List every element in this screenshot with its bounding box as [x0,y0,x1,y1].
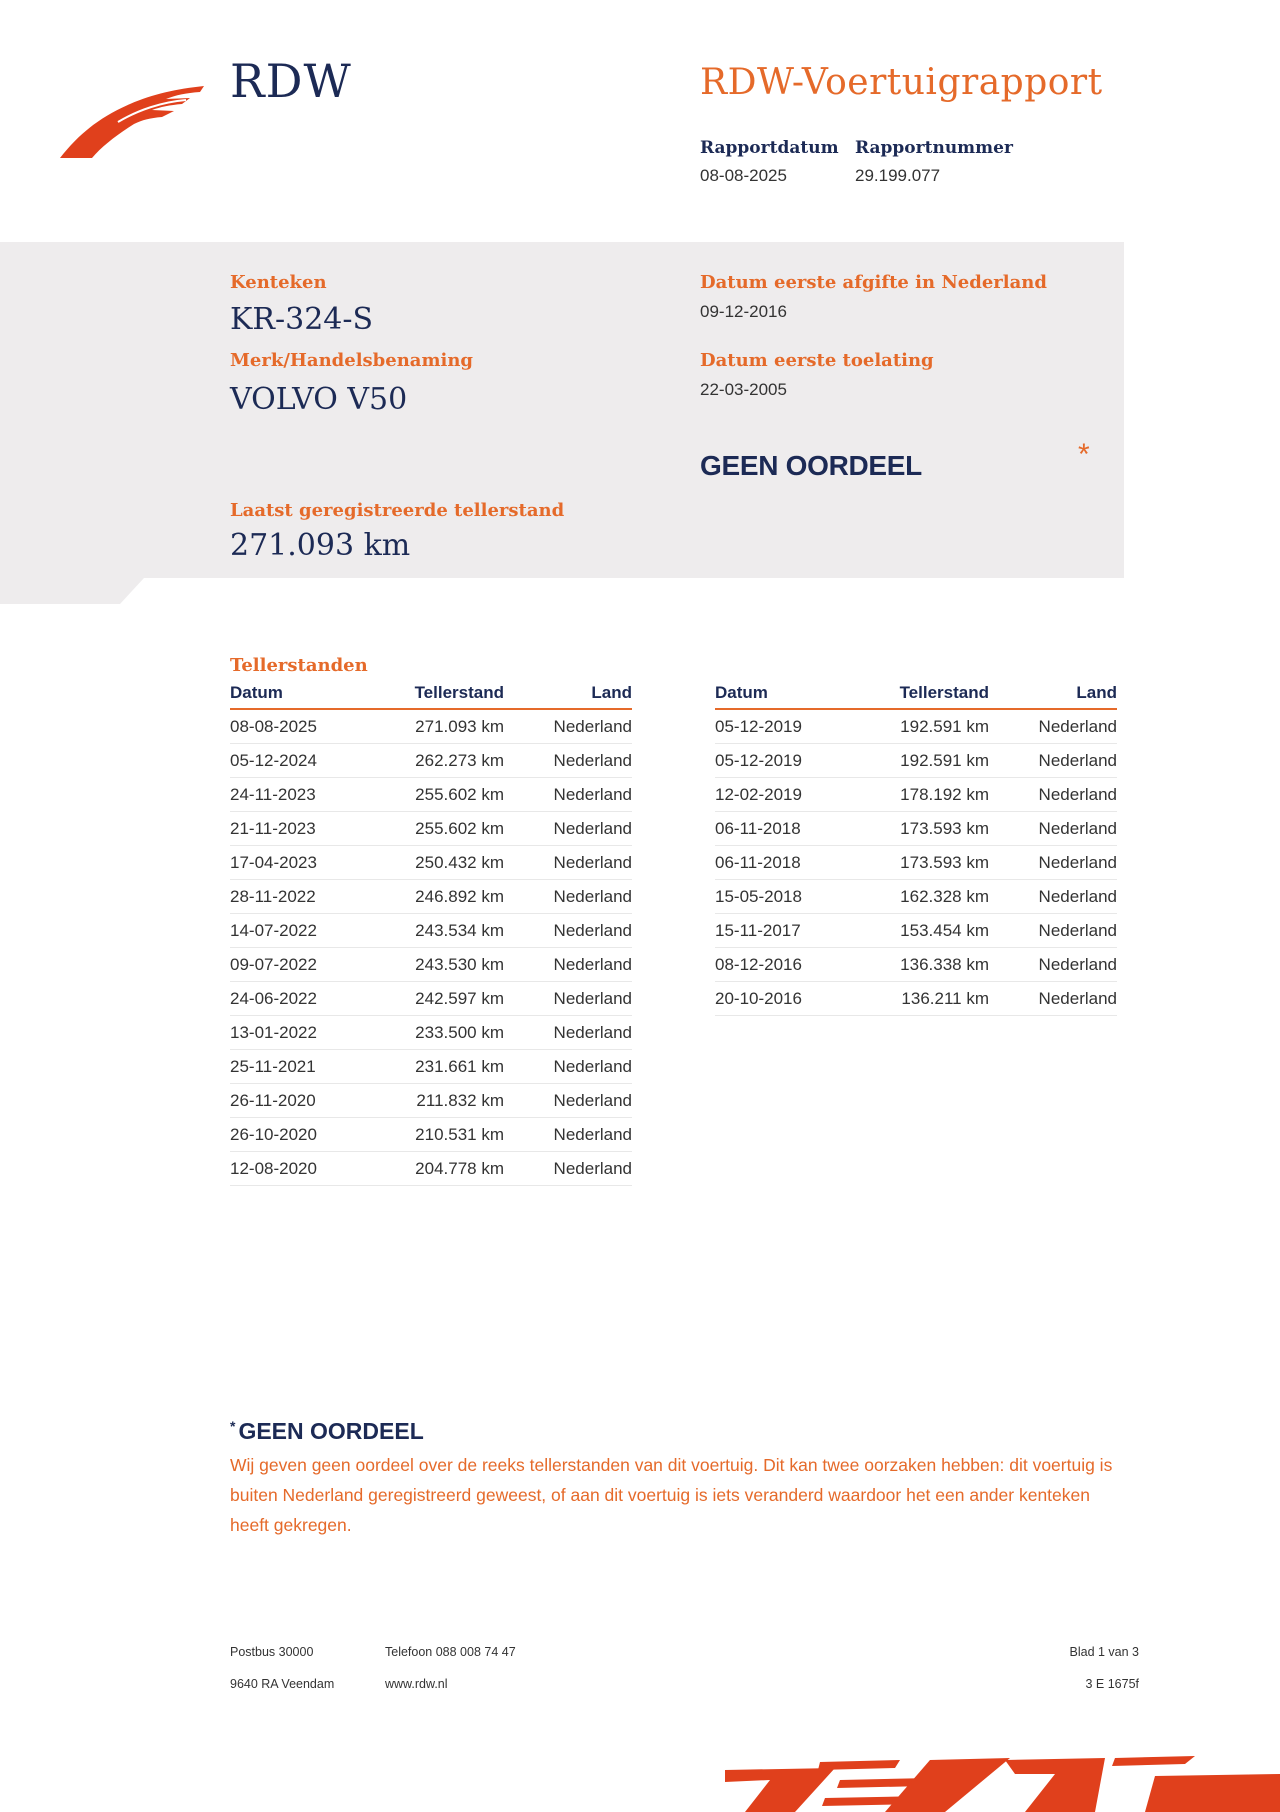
cell-odometer: 262.273 km [380,744,504,778]
cell-country: Nederland [504,1016,632,1050]
cell-odometer: 173.593 km [865,812,989,846]
table-row [715,778,1117,812]
cell-date: 15-05-2018 [715,880,865,914]
first-nl-label: Datum eerste afgifte in Nederland [700,272,1047,293]
table-row [230,1152,632,1186]
report-number-label: Rapportnummer [855,138,1013,158]
cell-date: 06-11-2018 [715,812,865,846]
cell-odometer: 255.602 km [380,778,504,812]
vehicle-panel-background [0,242,1124,604]
cell-country: Nederland [504,914,632,948]
cell-date: 20-10-2016 [715,982,865,1016]
table-header-row [715,682,1117,709]
cell-country: Nederland [504,1152,632,1186]
cell-odometer: 192.591 km [865,744,989,778]
cell-odometer: 243.534 km [380,914,504,948]
cell-country: Nederland [989,948,1117,982]
cell-country: Nederland [504,709,632,744]
footer-city: 9640 RA Veendam [230,1677,335,1691]
cell-date: 15-11-2017 [715,914,865,948]
first-admission-label: Datum eerste toelating [700,350,934,371]
note-title [230,1418,424,1445]
cell-country: Nederland [504,880,632,914]
table-row [230,1118,632,1152]
cell-odometer: 271.093 km [380,709,504,744]
last-odometer-label: Laatst geregistreerde tellerstand [230,500,565,521]
cell-country: Nederland [989,812,1117,846]
cell-country: Nederland [504,1084,632,1118]
first-nl-value: 09-12-2016 [700,302,787,321]
cell-odometer: 192.591 km [865,709,989,744]
cell-country: Nederland [989,914,1117,948]
cell-date: 26-10-2020 [230,1118,380,1152]
cell-date: 08-12-2016 [715,948,865,982]
cell-odometer: 204.778 km [380,1152,504,1186]
column-header-country: Land [504,682,632,709]
logo-text: RDW [230,54,352,108]
column-header-country: Land [989,682,1117,709]
footer-phone: Telefoon 088 008 74 47 [385,1645,516,1659]
cell-date: 24-11-2023 [230,778,380,812]
cell-odometer: 250.432 km [380,846,504,880]
cell-date: 24-06-2022 [230,982,380,1016]
cell-odometer: 231.661 km [380,1050,504,1084]
cell-odometer: 255.602 km [380,812,504,846]
cell-country: Nederland [504,812,632,846]
table-row [715,914,1117,948]
cell-date: 06-11-2018 [715,846,865,880]
cell-date: 26-11-2020 [230,1084,380,1118]
table-row [230,846,632,880]
table-row [230,812,632,846]
cell-country: Nederland [989,709,1117,744]
note-text: Wij geven geen oordeel over de reeks tellerstanden van dit voertuig. Dit kan twee oorzaken hebben: dit voertuig is buiten Nederland geregistreerd geweest, of aan dit voertuig is iets veranderd waardoor het een ander kenteken heeft gekregen. [230,1455,1113,1535]
cell-country: Nederland [504,1050,632,1084]
footer-postbus: Postbus 30000 [230,1645,314,1659]
column-header-date: Datum [230,682,380,709]
cell-date: 25-11-2021 [230,1050,380,1084]
odometer-section-title: Tellerstanden [230,655,368,676]
table-row [230,744,632,778]
report-date-label: Rapportdatum [700,138,839,158]
verdict-footnote-marker: * [1078,438,1090,471]
table-row [230,948,632,982]
cell-odometer: 243.530 km [380,948,504,982]
report-title: RDW-Voertuigrapport [700,62,1103,103]
cell-country: Nederland [989,744,1117,778]
cell-odometer: 136.338 km [865,948,989,982]
cell-date: 05-12-2024 [230,744,380,778]
cell-country: Nederland [504,982,632,1016]
cell-odometer: 211.832 km [380,1084,504,1118]
cell-date: 14-07-2022 [230,914,380,948]
table-row [230,880,632,914]
last-odometer-value: 271.093 km [230,528,411,563]
cell-odometer: 233.500 km [380,1016,504,1050]
cell-country: Nederland [989,880,1117,914]
cell-date: 12-02-2019 [715,778,865,812]
cell-date: 05-12-2019 [715,744,865,778]
cell-date: 12-08-2020 [230,1152,380,1186]
table-row [715,846,1117,880]
table-row [715,744,1117,778]
cell-country: Nederland [504,846,632,880]
table-row [230,778,632,812]
report-number: 29.199.077 [855,166,941,185]
table-row [230,1050,632,1084]
cell-date: 21-11-2023 [230,812,380,846]
table-row [230,1084,632,1118]
cell-date: 17-04-2023 [230,846,380,880]
report-date: 08-08-2025 [700,166,787,185]
cell-country: Nederland [504,948,632,982]
odometer-table-right [715,682,1117,1016]
table-row [715,880,1117,914]
odometer-table-left [230,682,632,1186]
footer-document-code: 3 E 1675f [1085,1677,1139,1691]
table-row [715,948,1117,982]
make-label: Merk/Handelsbenaming [230,350,474,371]
cell-country: Nederland [989,982,1117,1016]
table-row [715,709,1117,744]
cell-country: Nederland [989,846,1117,880]
cell-date: 05-12-2019 [715,709,865,744]
table-row [715,982,1117,1016]
column-header-odometer: Tellerstand [380,682,504,709]
cell-odometer: 242.597 km [380,982,504,1016]
plate-value: KR-324-S [230,302,374,337]
cell-date: 28-11-2022 [230,880,380,914]
cell-country: Nederland [504,1118,632,1152]
table-header-row [230,682,632,709]
table-row [230,914,632,948]
cell-odometer: 178.192 km [865,778,989,812]
make-value: VOLVO V50 [230,382,408,417]
footer-page-number: Blad 1 van 3 [1069,1645,1139,1659]
cell-date: 08-08-2025 [230,709,380,744]
cell-country: Nederland [504,778,632,812]
cell-odometer: 173.593 km [865,846,989,880]
cell-odometer: 210.531 km [380,1118,504,1152]
plate-label: Kenteken [230,272,327,293]
table-row [230,709,632,744]
cell-odometer: 162.328 km [865,880,989,914]
first-admission-value: 22-03-2005 [700,380,787,399]
cell-odometer: 246.892 km [380,880,504,914]
rdw-logo-icon [58,80,208,160]
table-row [230,1016,632,1050]
footer-website: www.rdw.nl [385,1677,448,1691]
cell-country: Nederland [989,778,1117,812]
table-row [715,812,1117,846]
note-marker: * [230,1418,236,1434]
cell-country: Nederland [504,744,632,778]
verdict-text: GEEN OORDEEL [700,450,922,481]
cell-date: 09-07-2022 [230,948,380,982]
cell-date: 13-01-2022 [230,1016,380,1050]
note-title-text: GEEN OORDEEL [238,1418,424,1444]
column-header-odometer: Tellerstand [865,682,989,709]
footer-stripes-graphic [725,1740,1280,1812]
cell-odometer: 136.211 km [865,982,989,1016]
column-header-date: Datum [715,682,865,709]
cell-odometer: 153.454 km [865,914,989,948]
table-row [230,982,632,1016]
